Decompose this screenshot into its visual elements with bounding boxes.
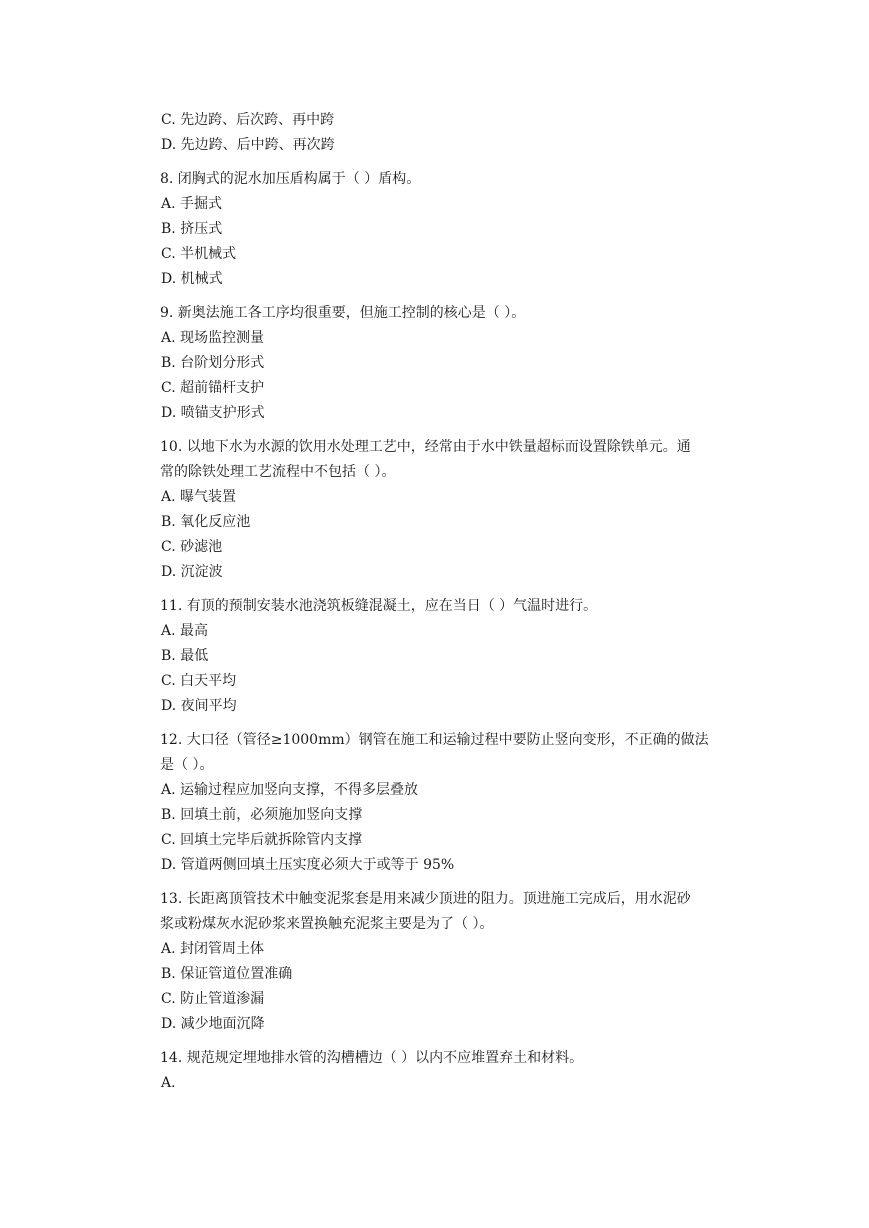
- question-text: 14. 规范规定埋地排水管的沟槽槽边（ ）以内不应堆置弃土和材料。: [160, 1050, 584, 1066]
- answer-option: C. 先边跨、后次跨、再中跨: [161, 112, 335, 128]
- answer-option: C. 超前锚杆支护: [161, 380, 265, 396]
- answer-option: D. 机械式: [161, 271, 223, 287]
- answer-option: B. 最低: [161, 648, 209, 664]
- answer-option: D. 管道两侧回填土压实度必须大于或等于 95%: [161, 857, 455, 873]
- answer-option: A. 封闭管周土体: [161, 941, 265, 957]
- spacer: [160, 292, 720, 301]
- question-text: 9. 新奥法施工各工序均很重要，但施工控制的核心是（ ）。: [160, 305, 526, 321]
- answer-option: A. 现场监控测量: [161, 330, 265, 346]
- answer-option: C. 砂滤池: [161, 539, 223, 555]
- spacer: [160, 158, 720, 167]
- answer-option: D. 夜间平均: [161, 698, 237, 714]
- question-text: 浆或粉煤灰水泥砂浆来置换触充泥浆主要是为了（ ）。: [160, 916, 494, 932]
- answer-option: B. 回填土前，必须施加竖向支撑: [161, 807, 363, 823]
- answer-option: B. 台阶划分形式: [161, 355, 265, 371]
- answer-option: B. 挤压式: [161, 221, 223, 237]
- answer-option: D. 先边跨、后中跨、再次跨: [161, 137, 335, 153]
- answer-option: B. 保证管道位置准确: [161, 966, 293, 982]
- spacer: [160, 585, 720, 594]
- question-text: 12. 大口径（管径≥1000mm）钢管在施工和运输过程中要防止竖向变形，不正确的做法: [160, 732, 709, 748]
- question-text: 11. 有顶的预制安装水池浇筑板缝混凝土，应在当日（ ）气温时进行。: [160, 598, 598, 614]
- answer-option: A. 手掘式: [161, 196, 223, 212]
- answer-option: D. 沉淀波: [161, 564, 223, 580]
- answer-option: C. 白天平均: [161, 673, 237, 689]
- answer-option: D. 喷锚支护形式: [161, 405, 265, 421]
- answer-option: C. 回填土完毕后就拆除管内支撑: [161, 832, 363, 848]
- answer-option: A. 运输过程应加竖向支撑，不得多层叠放: [161, 782, 419, 798]
- answer-option: D. 减少地面沉降: [161, 1016, 265, 1032]
- question-text: 常的除铁处理工艺流程中不包括（ ）。: [160, 464, 396, 480]
- spacer: [160, 878, 720, 887]
- spacer: [160, 719, 720, 728]
- question-text: 13. 长距离顶管技术中触变泥浆套是用来减少顶进的阻力。顶进施工完成后，用水泥砂: [160, 891, 691, 907]
- answer-option: B. 氧化反应池: [161, 514, 251, 530]
- answer-option: C. 半机械式: [161, 246, 237, 262]
- spacer: [160, 426, 720, 435]
- answer-option: A.: [161, 1075, 176, 1091]
- answer-option: C. 防止管道渗漏: [161, 991, 265, 1007]
- spacer: [160, 1037, 720, 1046]
- answer-option: A. 最高: [161, 623, 209, 639]
- question-text: 10. 以地下水为水源的饮用水处理工艺中，经常由于水中铁量超标而设置除铁单元。通: [160, 439, 691, 455]
- question-text: 8. 闭胸式的泥水加压盾构属于（ ）盾构。: [160, 171, 421, 187]
- question-text: 是（ ）。: [160, 757, 214, 773]
- document-page: [160, 108, 720, 1096]
- answer-option: A. 曝气装置: [161, 489, 237, 505]
